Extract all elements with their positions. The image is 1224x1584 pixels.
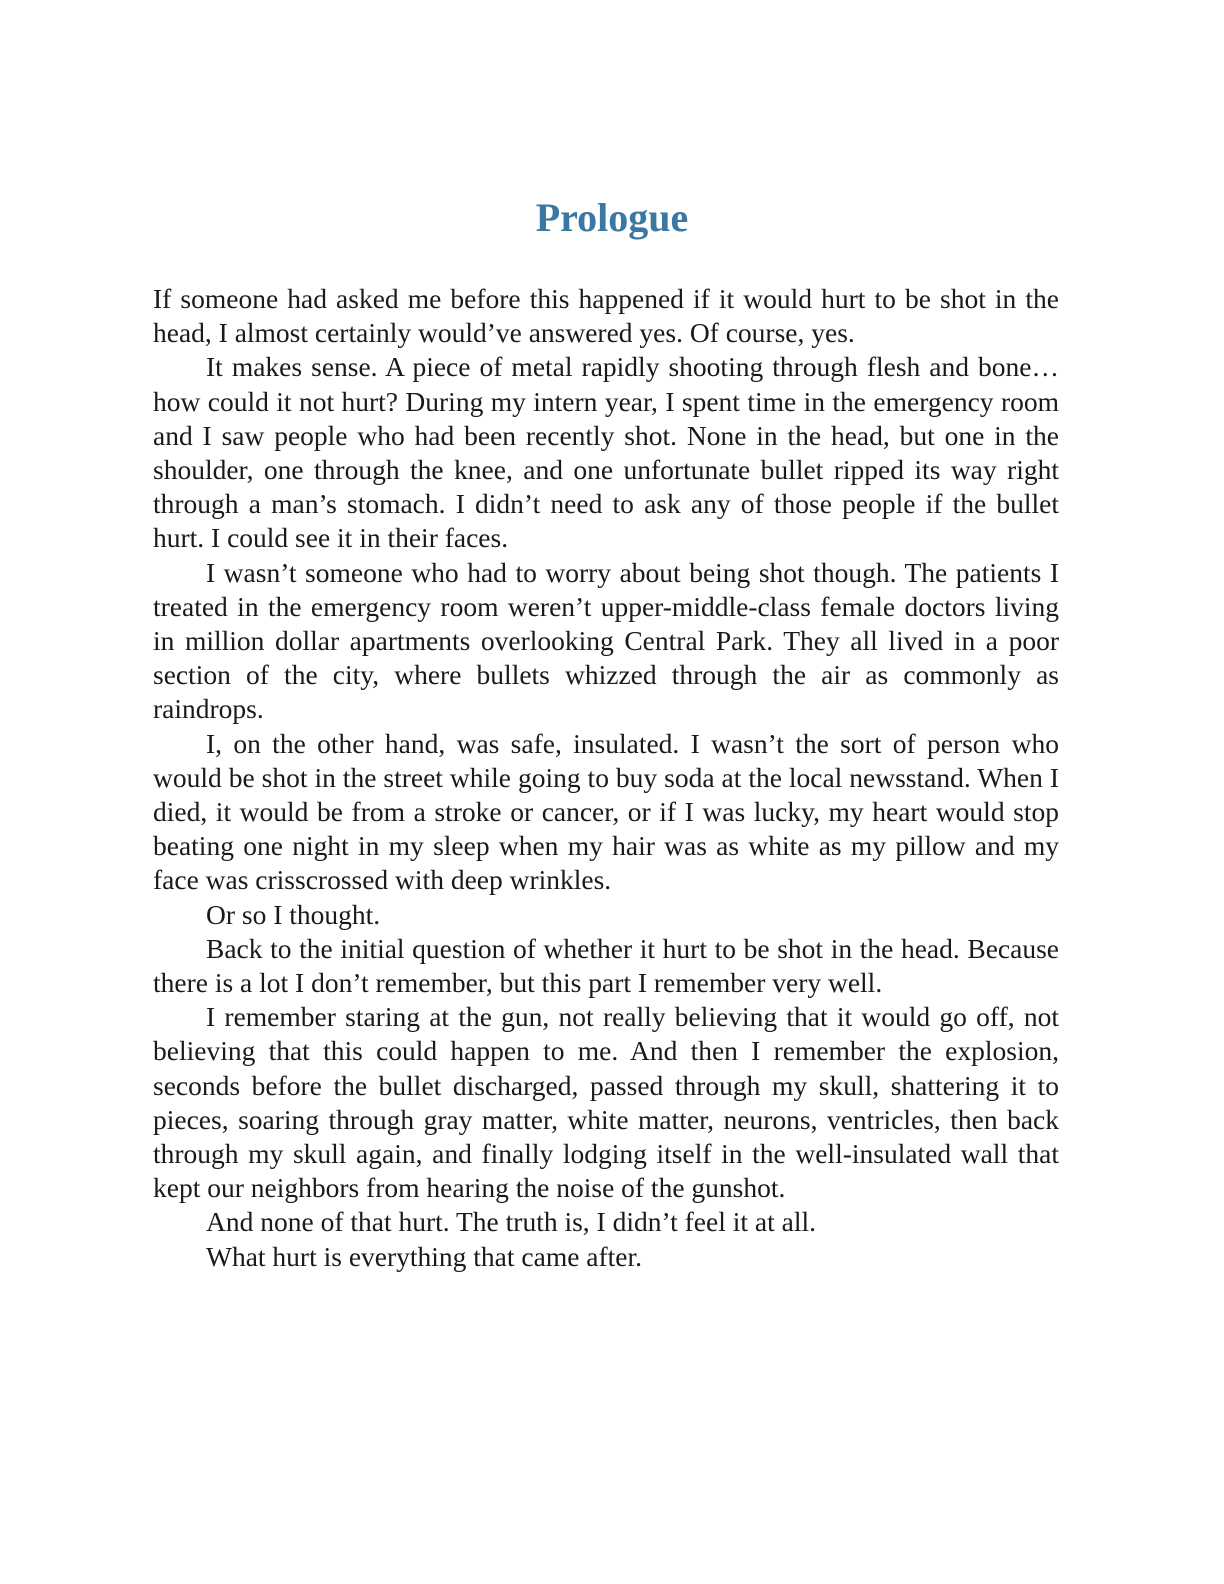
- paragraph: I remember staring at the gun, not really believing that it would go off, not believing that this could happen to me. And then I remember the explosion, seconds before the bullet discharged, passed through my skull, shattering it to pieces, soaring through gray matter, white matter, neurons, ventricles, then back through my skull again, and finally lodging itself in the well-insulated wall that kept our neighbors from hearing the noise of the gunshot.: [153, 1001, 1059, 1204]
- paragraph: If someone had asked me before this happened if it would hurt to be shot in the head, I almost certainly would’ve answered yes. Of course, yes.: [153, 283, 1059, 349]
- paragraph: What hurt is everything that came after.: [206, 1240, 643, 1272]
- paragraph: Back to the initial question of whether it hurt to be shot in the head. Because there is a lot I don’t remember, but this part I remember very well.: [153, 932, 1059, 999]
- paragraph: And none of that hurt. The truth is, I didn’t feel it at all.: [206, 1206, 816, 1238]
- paragraph: It makes sense. A piece of metal rapidly shooting through flesh and bone… how could it not hurt? During my intern year, I spent time in the emergency room and I saw people who had been recently shot. None in the head, but one in the shoulder, one through the knee, and one unfortunate bullet ripped its way right through a man’s stomach. I didn’t need to ask any of those people if the bullet hurt. I could see it in their faces.: [153, 351, 1059, 554]
- paragraph: I, on the other hand, was safe, insulated. I wasn’t the sort of person who would be shot in the street while going to buy soda at the local newsstand. When I died, it would be from a stroke or cancer, or if I was lucky, my heart would stop beating one night in my sleep when my hair was as white as my pillow and my face was crisscrossed with deep wrinkles.: [153, 727, 1059, 896]
- chapter-title: Prologue: [535, 195, 689, 240]
- paragraph: Or so I thought.: [206, 898, 381, 930]
- chapter-body: [153, 282, 1059, 1274]
- paragraph: I wasn’t someone who had to worry about being shot though. The patients I treated in the emergency room weren’t upper-middle-class female doctors living in million dollar apartments overlooking Central Park. They all lived in a poor section of the city, where bullets whizzed through the air as commonly as raindrops.: [153, 556, 1059, 725]
